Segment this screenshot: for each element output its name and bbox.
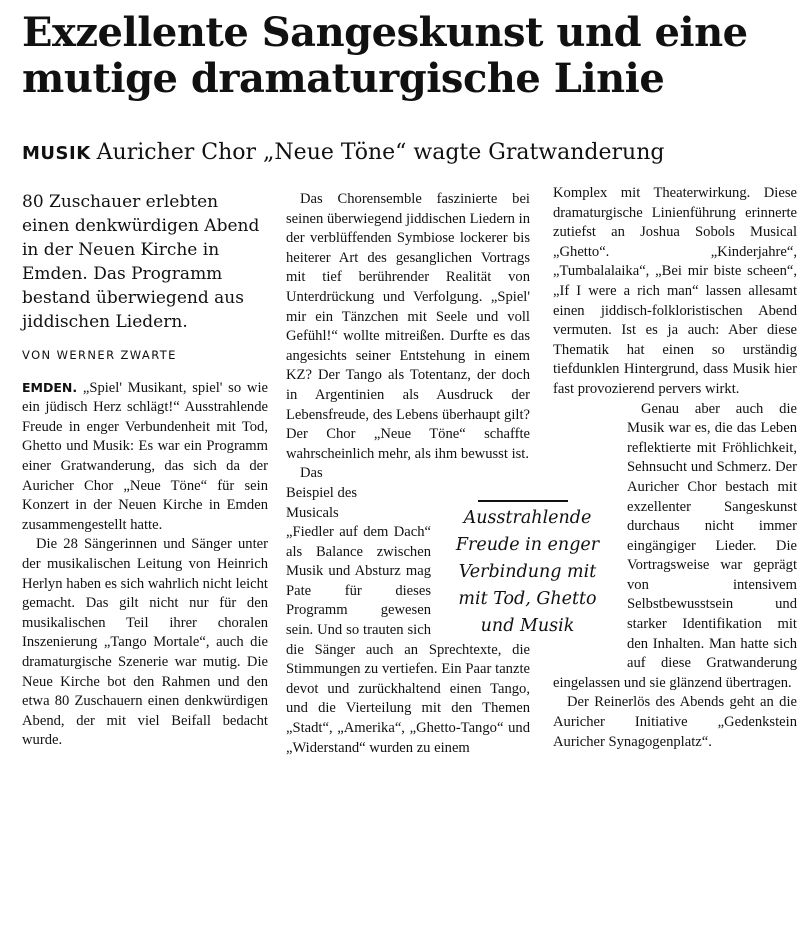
- body-paragraph: Der Reinerlös des Abends geht an die Auricher Initiative „Gedenkstein Auricher Synagogenplatz“.: [553, 694, 797, 750]
- body-paragraph: Die 28 Sängerinnen und Sänger unter der musikalischen Leitung von Heinrich Herlyn haben es sich wahrlich nicht leicht gemacht. Das gilt nicht nur für den musikalischen Teil ihrer choralen Inszenierung „Tango Mortale“, auch die dramaturgische Szenerie war mutig. Die Neue Kirche bot den Rahmen und den etwa 80 Zuschauern einen denkwürdigen Abend, der mit viel Beifall bedacht wurde.: [22, 536, 268, 749]
- headline: Exzellente Sangeskunst und eine mutige dramaturgische Linie: [22, 9, 748, 102]
- lead-paragraph: 80 Zuschauer erlebten einen denkwürdigen Abend in der Neuen Kirche in Emden. Das Programm bestand überwiegend aus jiddischen Liedern.: [22, 192, 260, 332]
- subheadline-row: [22, 138, 802, 169]
- paragraph-text: Das Beispiel des Musicals „Fiedler auf dem Dach“ als Balance zwischen Musik und Absturz mag Pate für dieses Programm gewesen sein. Und so trauten sich die Sänger auch an Sprechtexte, die Stimmungen zu vertiefen. Ein Paar tanzte devot und zurückhaltend einen Tango, und die Vierteilung mit den Themen „Stadt“, „Amerika“, „Ghetto-Tango“ und „Widerstand“ wurden zu einem: [286, 465, 530, 756]
- paragraph-text: „Spiel' Musikant, spiel' so wie ein jüdisch Herz schlägt!“ Ausstrahlende Freude in enger Verbundenheit mit Tod, Ghetto und Musik: Es war ein Programm einer Gratwanderung, das sich da der Auricher Chor „Neue Töne“ für sein Konzert in der Neuen Kirche in Emden zusammengestellt hatte.: [22, 379, 268, 533]
- section-kicker: MUSIK: [22, 143, 91, 164]
- byline: VON WERNER ZWARTE: [22, 348, 177, 362]
- body-paragraph: [286, 190, 530, 464]
- column-2: [286, 190, 530, 758]
- pull-quote-rule: [478, 500, 568, 502]
- dateline: EMDEN.: [22, 379, 78, 395]
- pull-quote: Ausstrahlende Freude in enger Verbindung mit mit Tod, Ghetto und Musik: [455, 508, 600, 636]
- subheadline: Auricher Chor „Neue Töne“ wagte Gratwanderung: [96, 140, 665, 165]
- body-paragraph: [22, 378, 268, 536]
- paragraph-text: Das Chorensemble faszinierte bei seinen überwiegend jiddischen Liedern in der verblüffenden Symbiose lockerer bis heiterer Art des gesanglichen Vortrags mit tief berührender Realität von Unterdrückung und Verfolgung. „Spiel' mir ein Tänzchen mit Seele und voll Gefühl!“ wollte mitreißen. Durfte es das angesichts seiner Entstehung in einem KZ? Der Tango als Totentanz, der doch in Argentinien als Ausdruck der Lebensfreude, des Lebens überhaupt gilt? Der Chor „Neue Töne“ schaffte wahrscheinlich mehr, als ihm bewusst ist.: [286, 191, 530, 462]
- body-paragraph: Komplex mit Theaterwirkung. Diese dramaturgische Linienführung erinnerte zutiefst an Joshua Sobols Musical „Ghetto“. „Kinderjahre“, „Tumbalalaika“, „Bei mir biste scheen“, „If I were a rich man“ lassen allesamt einen jiddisch-folkloristischen Abend vermuten. Ist es ja auch: Aber diese Thematik hat einen so urständig tiefdunklen Hintergrund, dass Musik hier fast provozierend pervers wirkt.: [553, 185, 797, 397]
- column-1: [22, 190, 268, 751]
- spacer: [361, 482, 431, 522]
- column-3: [553, 184, 797, 752]
- paragraph-text: Genau aber auch die Musik war es, die das Leben reflektierte mit Fröhlichkeit, Sehnsucht und Schmerz. Der Auricher Chor bestach mit exzellenter Sangeskunst durchaus nicht immer eingängiger Lieder. Die Vortragsweise war geprägt von intensivem Selbstbewusstsein und starker Identifikation mit den Inhalten. Man hatte sich auf diese Gratwanderung eingelassen und sie glänzend übertragen.: [553, 400, 797, 691]
